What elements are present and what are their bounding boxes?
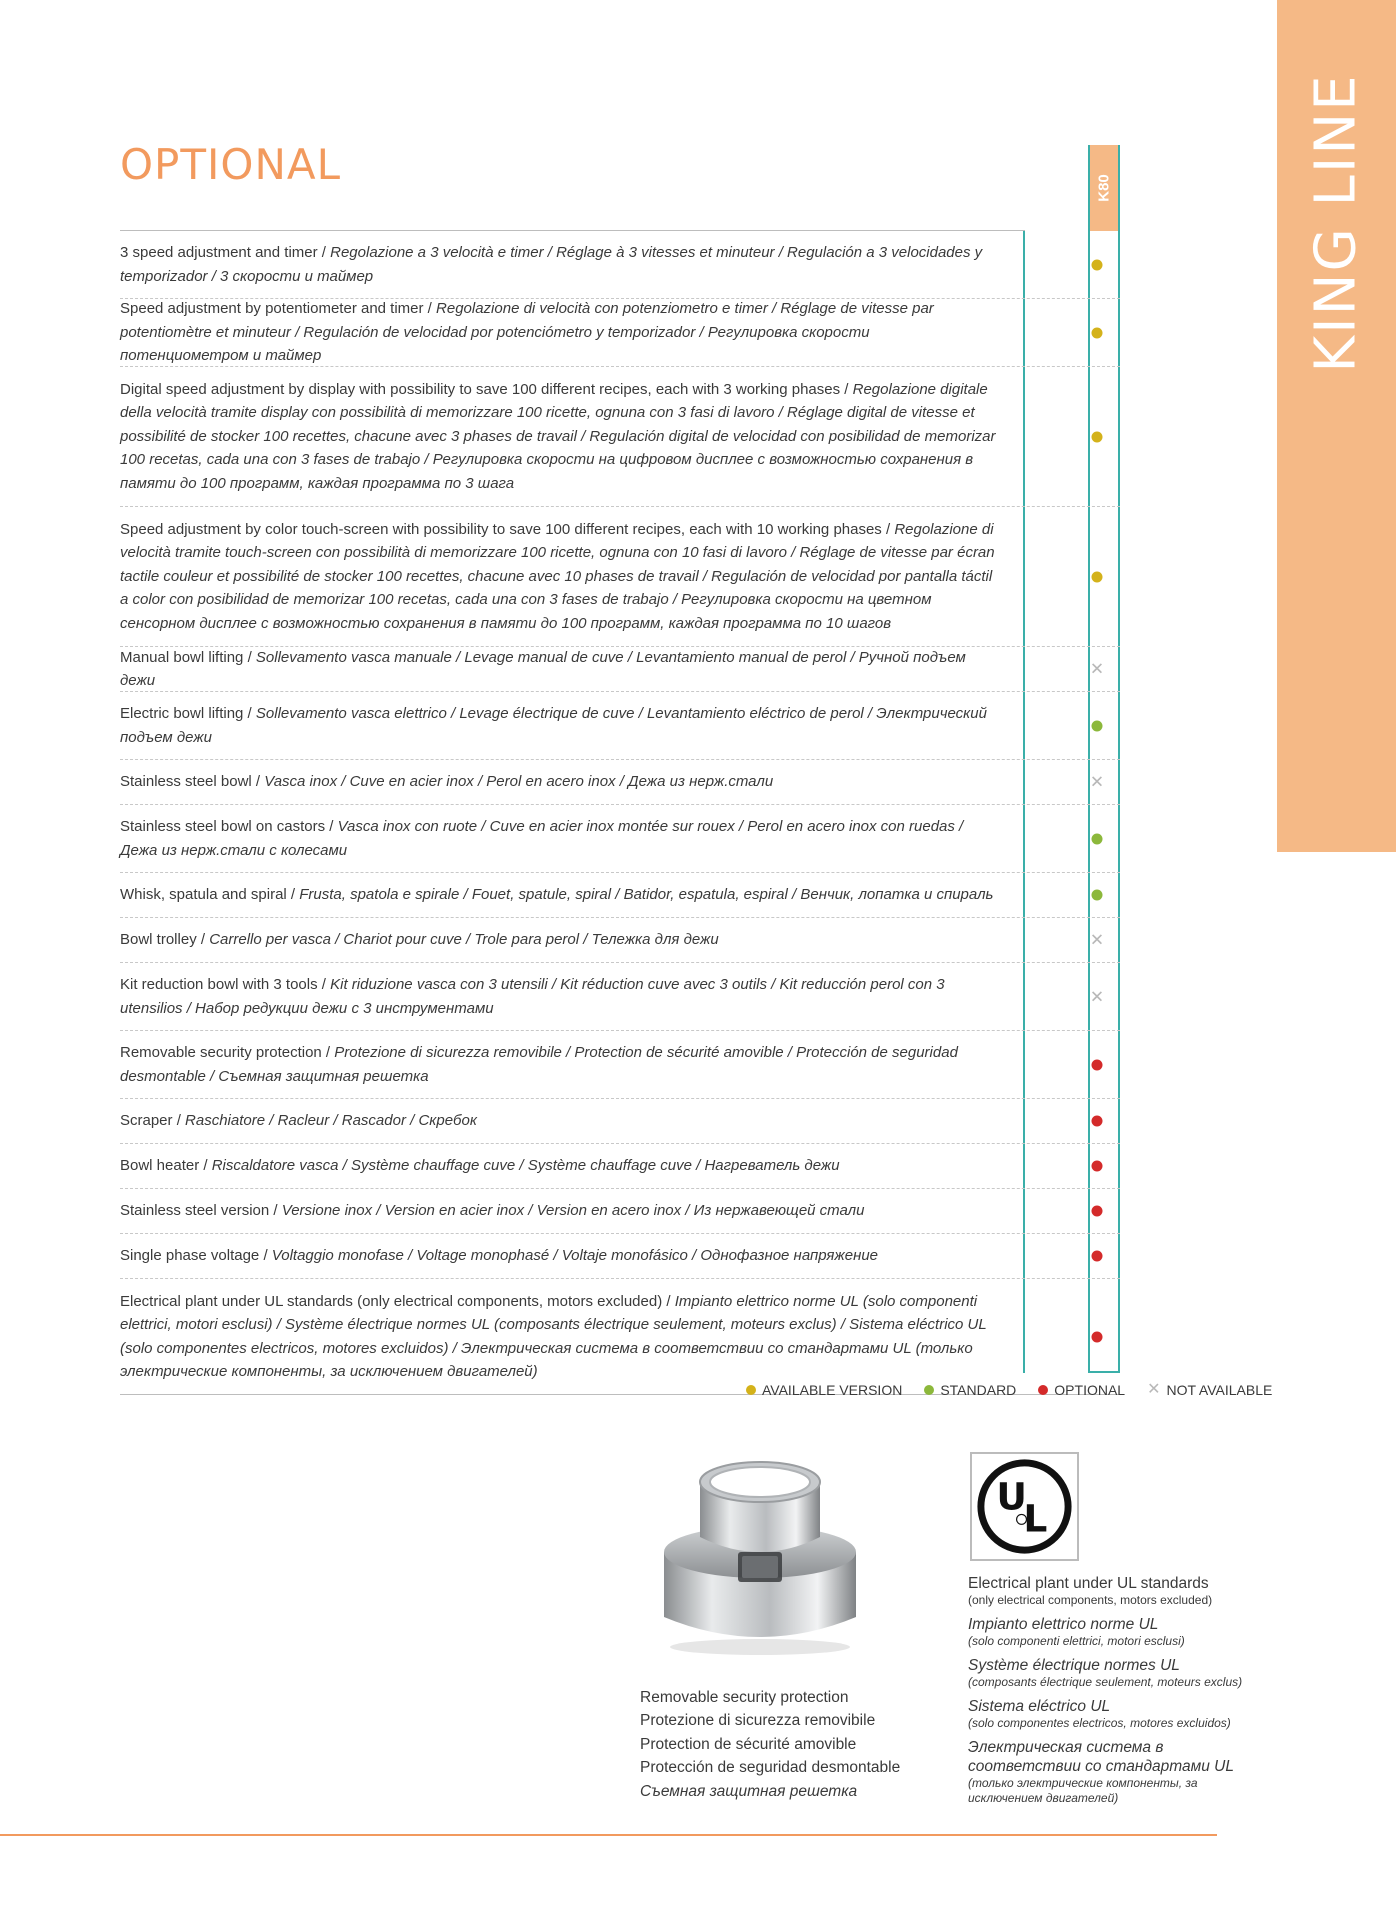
ul-caption-en-sub: (only electrical components, motors excluded) bbox=[968, 1593, 1213, 1607]
option-text-en: Removable security protection / bbox=[120, 1044, 335, 1062]
option-text-en: Stainless steel bowl on castors / bbox=[120, 818, 338, 836]
option-text bbox=[120, 928, 1020, 951]
option-text-en: Electrical plant under UL standards (only electrical components, motors excluded) / bbox=[120, 1292, 675, 1310]
option-row bbox=[120, 507, 1120, 647]
option-row bbox=[120, 1144, 1120, 1189]
legend-dot-standard bbox=[924, 1385, 934, 1395]
option-text bbox=[120, 1290, 1020, 1384]
option-row bbox=[120, 760, 1120, 805]
option-text-translations: Riscaldatore vasca / Système chauffage cuve / Système chauffage cuve / Нагреватель дежи bbox=[211, 1157, 840, 1175]
option-text bbox=[120, 1109, 1020, 1132]
not-available-x-icon: ✕ bbox=[1089, 987, 1105, 1006]
option-text-translations: Kit riduzione vasca con 3 utensili / Kit réduction cuve avec 3 outils / Kit reducción perol con 3 utensilios / Набор редукции дежи с 3 инструментами bbox=[120, 976, 945, 1017]
option-text bbox=[120, 702, 1020, 749]
option-text bbox=[120, 1154, 1020, 1177]
option-text-en: Speed adjustment by color touch-screen with possibility to save 100 different recipes, each with 10 working phases / bbox=[120, 520, 895, 538]
option-text-translations: Vasca inox con ruote / Cuve en acier inox montée sur rouex / Perol en acero inox con ruedas / Дежа из нерж.стали с колесами bbox=[120, 818, 964, 859]
option-row bbox=[120, 692, 1120, 760]
option-text-translations: Impianto elettrico norme UL (solo componenti elettrici, motori esclusi) / Système électrique normes UL (composants électrique seulement, moteurs exclus) / Sistema eléctrico UL (solo componentes electricos, motores excluidos) / Электрическая система в соответствии со стандартами UL (только электрические компоненты, за исключением двигателей) bbox=[120, 1292, 987, 1380]
option-text-translations: Sollevamento vasca elettrico / Levage électrique de cuve / Levantamiento eléctrico de perol / Электрический подъем дежи bbox=[120, 705, 987, 746]
ul-caption-it: Impianto elettrico norme UL bbox=[968, 1616, 1159, 1633]
available-dot-icon bbox=[1092, 327, 1103, 338]
option-text-translations: Voltaggio monofase / Voltage monophasé / Voltaje monofásico / Однофазное напряжение bbox=[271, 1247, 879, 1265]
option-text-translations: Frusta, spatola e spirale / Fouet, spatule, spiral / Batidor, espatula, espiral / Венчик, лопатка и спираль bbox=[299, 886, 994, 904]
model-label: K80 bbox=[1095, 174, 1113, 202]
bottom-rule bbox=[0, 1834, 1217, 1836]
option-text bbox=[120, 1244, 1020, 1267]
not-available-x-icon: ✕ bbox=[1089, 772, 1105, 792]
option-text bbox=[120, 973, 1020, 1020]
available-dot-icon bbox=[1092, 571, 1103, 582]
option-row bbox=[120, 918, 1120, 963]
legend-x-icon: ✕ bbox=[1147, 1381, 1161, 1398]
ul-caption-es-sub: (solo componentes electricos, motores excluidos) bbox=[968, 1716, 1231, 1730]
option-text bbox=[120, 518, 1020, 635]
caption-left-line: Protezione di sicurezza removibile bbox=[640, 1712, 876, 1730]
legend-na bbox=[1147, 1382, 1272, 1398]
option-row bbox=[120, 1234, 1120, 1279]
option-text-translations: Protezione di sicurezza removibile / Protection de sécurité amovible / Protección de seguridad desmontable / Съемная защитная решетка bbox=[120, 1044, 958, 1085]
option-text-en: Scraper / bbox=[120, 1112, 186, 1130]
option-text-translations: Vasca inox / Cuve en acier inox / Perol en acero inox / Дежа из нерж.стали bbox=[264, 773, 774, 791]
option-text-translations: Regolazione a 3 velocità e timer / Réglage à 3 vitesses et minuteur / Regulación a 3 velocidades y temporizador / 3 скорости и таймер bbox=[120, 244, 983, 285]
option-text bbox=[120, 770, 1020, 793]
options-table bbox=[120, 231, 1120, 1395]
option-row bbox=[120, 873, 1120, 918]
ul-caption-it-sub: (solo componenti elettrici, motori esclusi) bbox=[968, 1634, 1185, 1648]
legend-available-label: AVAILABLE VERSION bbox=[762, 1382, 903, 1398]
optional-dot-icon bbox=[1092, 1059, 1103, 1070]
option-text bbox=[120, 646, 1020, 693]
option-text bbox=[120, 1199, 1020, 1222]
legend bbox=[746, 1382, 1272, 1398]
ul-caption-fr: Système électrique normes UL bbox=[968, 1657, 1180, 1674]
optional-dot-icon bbox=[1092, 1331, 1103, 1342]
option-row bbox=[120, 1099, 1120, 1144]
option-row bbox=[120, 805, 1120, 873]
legend-standard bbox=[924, 1382, 1016, 1398]
option-text-en: Manual bowl lifting / bbox=[120, 648, 256, 666]
option-row bbox=[120, 299, 1120, 367]
side-title: KING LINE bbox=[1303, 73, 1369, 373]
option-text-en: Kit reduction bowl with 3 tools / bbox=[120, 976, 331, 994]
option-text-en: Electric bowl lifting / bbox=[120, 705, 256, 723]
not-available-x-icon: ✕ bbox=[1089, 659, 1105, 679]
option-row bbox=[120, 1279, 1120, 1395]
not-available-x-icon: ✕ bbox=[1089, 930, 1105, 950]
option-row bbox=[120, 367, 1120, 507]
option-text-en: Whisk, spatula and spiral / bbox=[120, 886, 300, 904]
option-text-translations: Raschiatore / Racleur / Rascador / Скребок bbox=[185, 1112, 477, 1130]
option-row bbox=[120, 963, 1120, 1031]
ul-caption-fr-sub: (composants électrique seulement, moteurs exclus) bbox=[968, 1675, 1243, 1689]
caption-left-line: Съемная защитная решетка bbox=[640, 1782, 858, 1800]
optional-dot-icon bbox=[1092, 1251, 1103, 1262]
option-row bbox=[120, 1189, 1120, 1234]
page-title: OPTIONAL bbox=[120, 140, 342, 189]
option-text-translations: Sollevamento vasca manuale / Levage manual de cuve / Levantamiento manual de perol / Ручной подъем дежи bbox=[120, 648, 966, 689]
option-text-en: Stainless steel bowl / bbox=[120, 773, 265, 791]
option-text-en: Stainless steel version / bbox=[120, 1202, 282, 1220]
legend-available bbox=[746, 1382, 902, 1398]
ul-logo-u: U bbox=[996, 1474, 1027, 1519]
ul-caption-en: Electrical plant under UL standards bbox=[968, 1575, 1209, 1592]
ul-caption-ru: Электрическая система в соответствии со стандартами UL bbox=[968, 1739, 1234, 1775]
caption-left-line: Removable security protection bbox=[640, 1689, 849, 1706]
model-tag bbox=[1090, 145, 1118, 231]
standard-dot-icon bbox=[1092, 833, 1103, 844]
option-text-en: Single phase voltage / bbox=[120, 1247, 272, 1265]
option-row bbox=[120, 1031, 1120, 1099]
available-dot-icon bbox=[1092, 431, 1103, 442]
option-text-en: Speed adjustment by potentiometer and timer / bbox=[120, 300, 437, 318]
optional-dot-icon bbox=[1092, 1161, 1103, 1172]
option-text bbox=[120, 241, 1020, 288]
ul-logo-l: L bbox=[1023, 1496, 1048, 1541]
option-text-translations: Versione inox / Version en acier inox / Version en acero inox / Из нержавеющей стали bbox=[281, 1202, 865, 1220]
option-text-translations: Regolazione di velocità tramite touch-screen con possibilità di memorizzare 100 ricette, ognuna con 10 fasi di lavoro / Réglage de vitesse par écran tactile couleur et possibilité de stocker 100 recettes, chacune avec 10 phases de travail / Regulación de velocidad por pantalla táctil a color con posibilidad de memorizar 100 recetas, cada una con 3 fases de trabajo / Регулировка скорости на цветном сенсорном дисплее с возможностью сохранения в памяти до 100 программ, каждая программа по 10 шагов bbox=[120, 520, 995, 632]
option-text-translations: Carrello per vasca / Chariot pour cuve / Trole para perol / Тележка для дежи bbox=[209, 931, 719, 949]
caption-left-line: Protección de seguridad desmontable bbox=[640, 1759, 901, 1777]
option-text-en: Digital speed adjustment by display with possibility to save 100 different recipes, each with 3 working phases / bbox=[120, 380, 853, 398]
ul-caption bbox=[968, 1574, 1268, 1813]
ul-logo bbox=[970, 1452, 1079, 1561]
legend-na-label: NOT AVAILABLE bbox=[1166, 1382, 1273, 1398]
optional-dot-icon bbox=[1092, 1116, 1103, 1127]
legend-dot-optional bbox=[1038, 1385, 1048, 1395]
option-text-en: Bowl trolley / bbox=[120, 931, 210, 949]
available-dot-icon bbox=[1092, 259, 1103, 270]
option-text-translations: Regolazione di velocità con potenziometro e timer / Réglage de vitesse par potentiomètre et minuteur / Regulación de velocidad por potenciómetro y temporizador / Регулировка скорости потенциометром и таймер bbox=[120, 300, 934, 365]
option-text bbox=[120, 815, 1020, 862]
legend-optional bbox=[1038, 1382, 1125, 1398]
standard-dot-icon bbox=[1092, 890, 1103, 901]
option-text bbox=[120, 1041, 1020, 1088]
option-text-en: 3 speed adjustment and timer / bbox=[120, 244, 331, 262]
option-row bbox=[120, 231, 1120, 299]
bowl-guard-image bbox=[650, 1442, 870, 1662]
option-text-en: Bowl heater / bbox=[120, 1157, 212, 1175]
option-row bbox=[120, 647, 1120, 692]
standard-dot-icon bbox=[1092, 720, 1103, 731]
legend-optional-label: OPTIONAL bbox=[1054, 1382, 1126, 1398]
ul-caption-es: Sistema eléctrico UL bbox=[968, 1698, 1111, 1715]
ul-caption-ru-sub: (только электрические компоненты, за исключением двигателей) bbox=[968, 1776, 1198, 1805]
optional-dot-icon bbox=[1092, 1206, 1103, 1217]
option-text bbox=[120, 883, 1020, 906]
option-text bbox=[120, 297, 1020, 367]
option-text bbox=[120, 378, 1020, 495]
caption-left-line: Protection de sécurité amovible bbox=[640, 1735, 857, 1753]
option-text-translations: Regolazione digitale della velocità tramite display con possibilità di memorizzare 100 ricette, ognuna con 3 fasi di lavoro / Réglage digital de vitesse et possibilité de stocker 100 recettes, chacune avec 3 phases de travail / Regulación digital de velocidad con posibilidad de memorizar 100 recetas, cada una con 3 fases de trabajo / Регулировка скорости на цифровом дисплее с возможностью сохранения в памяти до 100 программ, каждая программа по 3 шага bbox=[120, 380, 996, 492]
legend-standard-label: STANDARD bbox=[940, 1382, 1017, 1398]
security-protection-caption bbox=[640, 1686, 900, 1803]
legend-dot-available bbox=[746, 1385, 756, 1395]
